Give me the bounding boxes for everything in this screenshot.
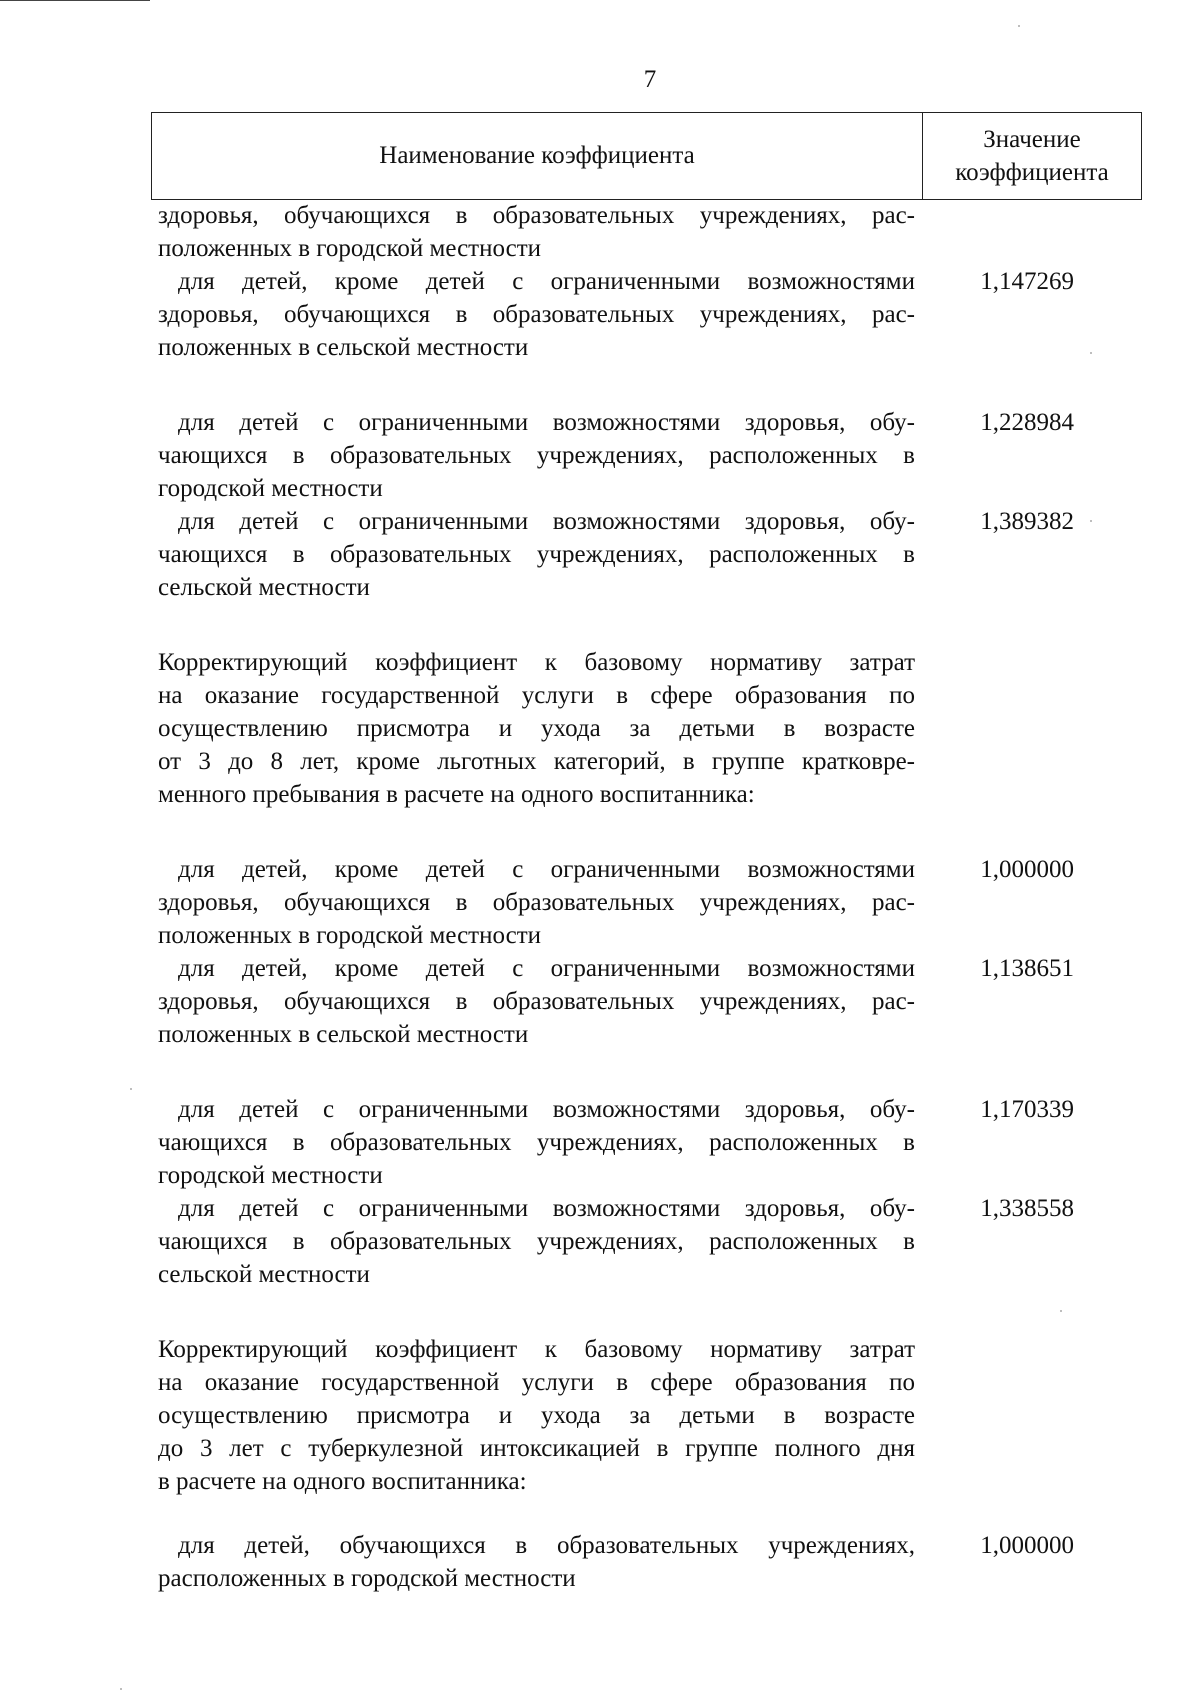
text-line: расположенных в городской местности	[158, 1565, 576, 1592]
row-text	[158, 406, 915, 505]
row-text	[158, 853, 915, 952]
scan-speck	[1090, 520, 1092, 522]
text-line: для детей, кроме детей с ограниченными возможностями	[178, 268, 915, 295]
text-line: чающихся в образовательных учреждениях, расположенных в	[158, 442, 915, 469]
text-line: здоровья, обучающихся в образовательных учреждениях, рас-	[158, 889, 915, 916]
text-line: положенных в сельской местности	[158, 334, 529, 361]
coefficient-value: 1,000000	[980, 1532, 1074, 1559]
coefficient-row	[158, 853, 1138, 952]
row-text	[158, 1192, 915, 1291]
coefficient-value: 1,147269	[980, 268, 1074, 295]
text-line: городской местности	[158, 475, 383, 502]
header-value-line1: Значение	[983, 126, 1081, 153]
coefficient-row	[158, 505, 1138, 604]
row-text	[158, 199, 915, 265]
scan-speck	[1018, 25, 1020, 27]
scan-speck	[130, 1088, 132, 1090]
text-line: для детей с ограниченными возможностями здоровья, обу-	[178, 1096, 915, 1123]
page-number: 7	[643, 66, 657, 93]
text-line: положенных в городской местности	[158, 922, 541, 949]
coefficient-value: 1,338558	[980, 1195, 1074, 1222]
text-line: положенных в городской местности	[158, 235, 541, 262]
coefficient-value: 1,389382	[980, 508, 1074, 535]
row-text	[158, 265, 915, 364]
header-value-line2: коэффициента	[955, 159, 1109, 186]
row-text	[158, 1529, 915, 1595]
row-text	[158, 505, 915, 604]
text-line: Корректирующий коэффициент к базовому нормативу затрат	[158, 1336, 915, 1363]
text-line: чающихся в образовательных учреждениях, расположенных в	[158, 541, 915, 568]
coefficient-row	[158, 265, 1138, 364]
text-line: для детей с ограниченными возможностями здоровья, обу-	[178, 508, 915, 535]
text-line: менного пребывания в расчете на одного воспитанника:	[158, 781, 755, 808]
text-line: здоровья, обучающихся в образовательных учреждениях, рас-	[158, 301, 915, 328]
table-body	[158, 199, 1138, 1595]
text-line: городской местности	[158, 1162, 383, 1189]
text-line: на оказание государственной услуги в сфере образования по	[158, 682, 915, 709]
table-header	[151, 112, 1142, 200]
text-line: положенных в сельской местности	[158, 1021, 529, 1048]
text-line: осуществлению присмотра и ухода за детьми в возрасте	[158, 1402, 915, 1429]
section-heading	[158, 1333, 1138, 1498]
header-value-column	[923, 113, 1141, 199]
coefficient-row	[158, 406, 1138, 505]
section-heading	[158, 646, 1138, 811]
text-line: для детей, кроме детей с ограниченными возможностями	[178, 955, 915, 982]
text-line: для детей, кроме детей с ограниченными возможностями	[178, 856, 915, 883]
text-line: здоровья, обучающихся в образовательных учреждениях, рас-	[158, 202, 915, 229]
coefficient-value: 1,138651	[980, 955, 1074, 982]
text-line: сельской местности	[158, 574, 370, 601]
coefficient-row	[158, 1093, 1138, 1192]
text-line: Корректирующий коэффициент к базовому нормативу затрат	[158, 649, 915, 676]
coefficient-value: 1,000000	[980, 856, 1074, 883]
text-line: для детей с ограниченными возможностями здоровья, обу-	[178, 1195, 915, 1222]
text-line: до 3 лет с туберкулезной интоксикацией в группе полного дня	[158, 1435, 915, 1462]
coefficient-row	[158, 1192, 1138, 1291]
text-line: осуществлению присмотра и ухода за детьми в возрасте	[158, 715, 915, 742]
row-text	[158, 952, 915, 1051]
text-line: чающихся в образовательных учреждениях, расположенных в	[158, 1228, 915, 1255]
text-line: сельской местности	[158, 1261, 370, 1288]
text-line: здоровья, обучающихся в образовательных учреждениях, рас-	[158, 988, 915, 1015]
text-line: для детей с ограниченными возможностями здоровья, обу-	[178, 409, 915, 436]
scan-speck	[1060, 1310, 1062, 1312]
header-name-column: Наименование коэффициента	[152, 113, 923, 199]
text-line: на оказание государственной услуги в сфере образования по	[158, 1369, 915, 1396]
coefficient-row	[158, 952, 1138, 1051]
coefficient-row	[158, 1529, 1138, 1595]
scan-speck	[1090, 352, 1092, 354]
row-text	[158, 1093, 915, 1192]
text-line: от 3 до 8 лет, кроме льготных категорий, в группе кратковре-	[158, 748, 915, 775]
text-line: чающихся в образовательных учреждениях, расположенных в	[158, 1129, 915, 1156]
text-line: в расчете на одного воспитанника:	[158, 1468, 527, 1495]
coefficient-row	[158, 199, 1138, 265]
coefficient-value: 1,228984	[980, 409, 1074, 436]
scan-speck	[120, 1688, 122, 1690]
row-text	[158, 1333, 915, 1498]
row-text	[158, 646, 915, 811]
coefficient-value: 1,170339	[980, 1096, 1074, 1123]
scan-edge-line	[0, 0, 150, 1]
text-line: для детей, обучающихся в образовательных учреждениях,	[178, 1532, 915, 1559]
